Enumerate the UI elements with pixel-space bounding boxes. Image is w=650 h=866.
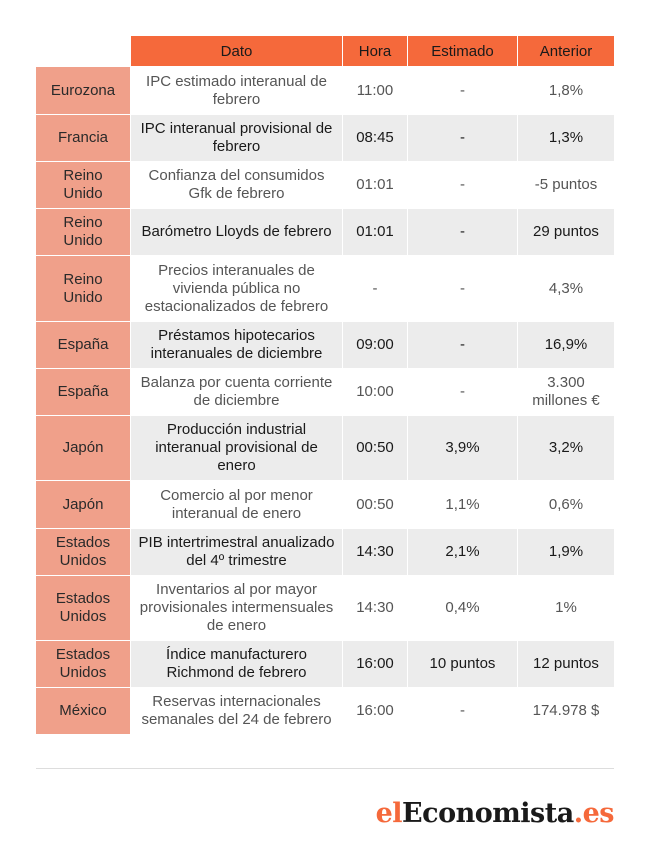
table-row xyxy=(36,640,614,687)
table-row xyxy=(36,66,614,114)
hora-cell: 01:01 xyxy=(342,209,407,255)
dato-cell: Producción industrial interanual provisional de enero xyxy=(130,416,342,480)
estimado-cell: - xyxy=(407,688,517,734)
header-blank xyxy=(36,36,130,66)
dato-cell: PIB intertrimestral anualizado del 4º trimestre xyxy=(130,529,342,575)
table-row xyxy=(36,255,614,321)
anterior-cell: 1% xyxy=(517,576,614,640)
table-row xyxy=(36,321,614,368)
hora-cell: 16:00 xyxy=(342,641,407,687)
economic-calendar-table xyxy=(36,36,614,734)
table-row xyxy=(36,687,614,734)
header-dato: Dato xyxy=(130,36,342,66)
hora-cell: 11:00 xyxy=(342,67,407,114)
hora-cell: 14:30 xyxy=(342,576,407,640)
country-cell: Estados Unidos xyxy=(36,529,130,575)
hora-cell: - xyxy=(342,256,407,321)
dato-cell: Confianza del consumidos Gfk de febrero xyxy=(130,162,342,208)
hora-cell: 00:50 xyxy=(342,416,407,480)
estimado-cell: 0,4% xyxy=(407,576,517,640)
anterior-cell: 16,9% xyxy=(517,322,614,368)
anterior-cell: 3,2% xyxy=(517,416,614,480)
country-cell: Japón xyxy=(36,416,130,480)
anterior-cell: 0,6% xyxy=(517,481,614,528)
estimado-cell: - xyxy=(407,115,517,161)
anterior-cell: 1,3% xyxy=(517,115,614,161)
dato-cell: Comercio al por menor interanual de enero xyxy=(130,481,342,528)
table-row xyxy=(36,208,614,255)
country-cell: Francia xyxy=(36,115,130,161)
estimado-cell: - xyxy=(407,256,517,321)
table-row xyxy=(36,575,614,640)
dato-cell: Reservas internacionales semanales del 24 de febrero xyxy=(130,688,342,734)
dato-cell: Precios interanuales de vivienda pública no estacionalizados de febrero xyxy=(130,256,342,321)
anterior-cell: 4,3% xyxy=(517,256,614,321)
anterior-cell: 174.978 $ xyxy=(517,688,614,734)
country-cell: Reino Unido xyxy=(36,209,130,255)
anterior-cell: 29 puntos xyxy=(517,209,614,255)
estimado-cell: 2,1% xyxy=(407,529,517,575)
estimado-cell: - xyxy=(407,209,517,255)
header-anterior: Anterior xyxy=(517,36,614,66)
country-cell: Japón xyxy=(36,481,130,528)
dato-cell: Balanza por cuenta corriente de diciembre xyxy=(130,369,342,415)
hora-cell: 08:45 xyxy=(342,115,407,161)
anterior-cell: -5 puntos xyxy=(517,162,614,208)
hora-cell: 00:50 xyxy=(342,481,407,528)
dato-cell: Inventarios al por mayor provisionales intermensuales de enero xyxy=(130,576,342,640)
country-cell: Reino Unido xyxy=(36,256,130,321)
hora-cell: 10:00 xyxy=(342,369,407,415)
dato-cell: IPC estimado interanual de febrero xyxy=(130,67,342,114)
header-estimado: Estimado xyxy=(407,36,517,66)
table-row xyxy=(36,368,614,415)
table-header xyxy=(36,36,614,66)
logo-el: el xyxy=(375,798,403,829)
estimado-cell: - xyxy=(407,369,517,415)
header-hora: Hora xyxy=(342,36,407,66)
country-cell: Estados Unidos xyxy=(36,576,130,640)
table-row xyxy=(36,415,614,480)
hora-cell: 01:01 xyxy=(342,162,407,208)
estimado-cell: 3,9% xyxy=(407,416,517,480)
country-cell: España xyxy=(36,369,130,415)
dato-cell: Barómetro Lloyds de febrero xyxy=(130,209,342,255)
anterior-cell: 1,9% xyxy=(517,529,614,575)
estimado-cell: - xyxy=(407,162,517,208)
dato-cell: IPC interanual provisional de febrero xyxy=(130,115,342,161)
anterior-cell: 3.300 millones € xyxy=(517,369,614,415)
hora-cell: 16:00 xyxy=(342,688,407,734)
table-row xyxy=(36,114,614,161)
logo-es: .es xyxy=(573,798,614,829)
country-cell: México xyxy=(36,688,130,734)
country-cell: Reino Unido xyxy=(36,162,130,208)
anterior-cell: 12 puntos xyxy=(517,641,614,687)
logo-economista: Economista xyxy=(402,798,574,829)
estimado-cell: 1,1% xyxy=(407,481,517,528)
hora-cell: 09:00 xyxy=(342,322,407,368)
table-row xyxy=(36,161,614,208)
table-row xyxy=(36,528,614,575)
dato-cell: Préstamos hipotecarios interanuales de diciembre xyxy=(130,322,342,368)
footer-divider xyxy=(36,768,614,769)
table-row xyxy=(36,480,614,528)
hora-cell: 14:30 xyxy=(342,529,407,575)
country-cell: Eurozona xyxy=(36,67,130,114)
anterior-cell: 1,8% xyxy=(517,67,614,114)
country-cell: Estados Unidos xyxy=(36,641,130,687)
country-cell: España xyxy=(36,322,130,368)
estimado-cell: - xyxy=(407,322,517,368)
estimado-cell: - xyxy=(407,67,517,114)
estimado-cell: 10 puntos xyxy=(407,641,517,687)
eleconomista-logo xyxy=(376,798,614,829)
dato-cell: Índice manufacturero Richmond de febrero xyxy=(130,641,342,687)
